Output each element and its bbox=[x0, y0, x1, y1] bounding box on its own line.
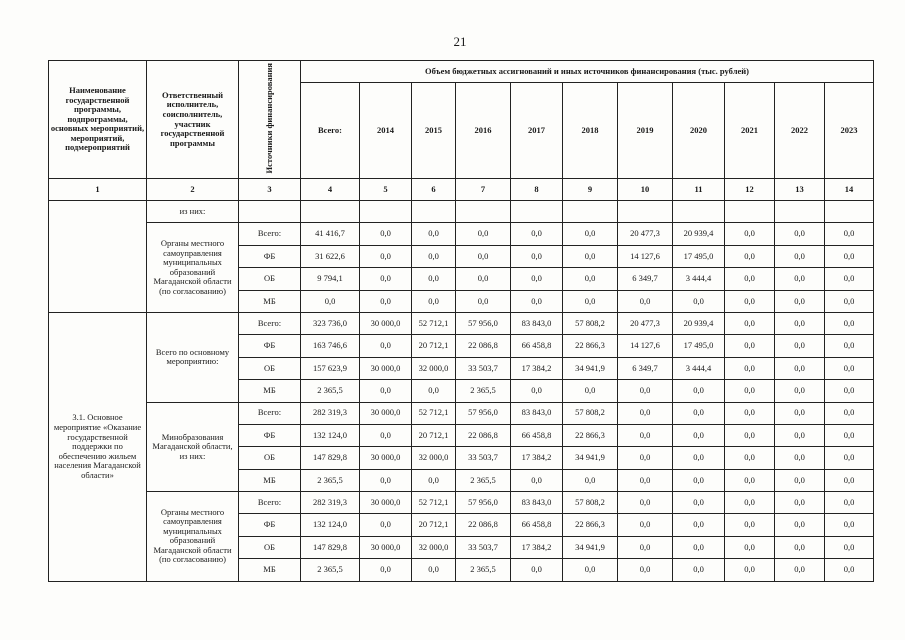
column-number: 2 bbox=[147, 179, 239, 201]
value-cell: 32 000,0 bbox=[412, 447, 456, 469]
value-cell: 0,0 bbox=[673, 559, 725, 581]
value-cell: 0,0 bbox=[360, 424, 412, 446]
value-cell: 0,0 bbox=[825, 492, 874, 514]
table-row bbox=[49, 492, 874, 514]
value-cell: 0,0 bbox=[775, 223, 825, 245]
empty-cell bbox=[775, 201, 825, 223]
value-cell: 0,0 bbox=[673, 380, 725, 402]
value-cell: 33 503,7 bbox=[456, 357, 511, 379]
value-cell: 0,0 bbox=[725, 268, 775, 290]
value-cell: 14 127,6 bbox=[618, 245, 673, 267]
value-cell: 0,0 bbox=[511, 245, 563, 267]
value-cell: 22 086,8 bbox=[456, 335, 511, 357]
value-cell: 0,0 bbox=[412, 245, 456, 267]
value-cell: 22 086,8 bbox=[456, 514, 511, 536]
value-cell: 0,0 bbox=[725, 312, 775, 334]
header-budget-group: Объем бюджетных ассигнований и иных источников финансирования (тыс. рублей) bbox=[301, 61, 874, 83]
value-cell: 34 941,9 bbox=[563, 357, 618, 379]
value-cell: 2 365,5 bbox=[301, 380, 360, 402]
value-cell: 0,0 bbox=[725, 335, 775, 357]
column-number: 13 bbox=[775, 179, 825, 201]
value-cell: 20 477,3 bbox=[618, 223, 673, 245]
value-cell: 0,0 bbox=[825, 559, 874, 581]
funding-source: Всего: bbox=[239, 223, 301, 245]
executor-name: Органы местного самоуправления муниципальных образований Магаданской области (по согласованию) bbox=[147, 492, 239, 582]
value-cell: 0,0 bbox=[825, 380, 874, 402]
value-cell: 52 712,1 bbox=[412, 492, 456, 514]
funding-source: МБ bbox=[239, 380, 301, 402]
value-cell: 0,0 bbox=[563, 268, 618, 290]
value-cell: 0,0 bbox=[456, 223, 511, 245]
value-cell: 0,0 bbox=[618, 424, 673, 446]
value-cell: 0,0 bbox=[673, 536, 725, 558]
value-cell: 32 000,0 bbox=[412, 536, 456, 558]
value-cell: 20 712,1 bbox=[412, 424, 456, 446]
funding-source: ФБ bbox=[239, 245, 301, 267]
value-cell: 57 808,2 bbox=[563, 402, 618, 424]
header-executor: Ответственный исполнитель, соисполнитель, участник государственной программы bbox=[147, 61, 239, 179]
value-cell: 17 384,2 bbox=[511, 447, 563, 469]
funding-source: Всего: bbox=[239, 402, 301, 424]
page-number: 21 bbox=[453, 34, 467, 49]
value-cell: 57 956,0 bbox=[456, 312, 511, 334]
value-cell: 6 349,7 bbox=[618, 268, 673, 290]
column-number: 10 bbox=[618, 179, 673, 201]
value-cell: 0,0 bbox=[825, 536, 874, 558]
funding-source: ФБ bbox=[239, 514, 301, 536]
value-cell: 33 503,7 bbox=[456, 536, 511, 558]
value-cell: 3 444,4 bbox=[673, 268, 725, 290]
value-cell: 0,0 bbox=[360, 335, 412, 357]
value-cell: 17 384,2 bbox=[511, 357, 563, 379]
value-cell: 0,0 bbox=[563, 245, 618, 267]
column-number: 9 bbox=[563, 179, 618, 201]
value-cell: 57 808,2 bbox=[563, 312, 618, 334]
value-cell: 323 736,0 bbox=[301, 312, 360, 334]
value-cell: 0,0 bbox=[775, 514, 825, 536]
value-cell: 0,0 bbox=[412, 223, 456, 245]
empty-cell bbox=[360, 201, 412, 223]
value-cell: 0,0 bbox=[673, 447, 725, 469]
value-cell: 0,0 bbox=[673, 492, 725, 514]
value-cell: 0,0 bbox=[725, 514, 775, 536]
funding-source: ОБ bbox=[239, 357, 301, 379]
executor-name: Всего по основному мероприятию: bbox=[147, 312, 239, 402]
value-cell: 0,0 bbox=[825, 357, 874, 379]
header-funding-source bbox=[239, 61, 301, 179]
value-cell: 57 956,0 bbox=[456, 402, 511, 424]
measure-name: 3.1. Основное мероприятие «Оказание государственной поддержки по обеспечению жильем населения Магаданской области» bbox=[49, 312, 147, 581]
value-cell: 147 829,8 bbox=[301, 536, 360, 558]
value-cell: 0,0 bbox=[825, 312, 874, 334]
value-cell: 0,0 bbox=[412, 290, 456, 312]
value-cell: 57 808,2 bbox=[563, 492, 618, 514]
column-number: 12 bbox=[725, 179, 775, 201]
value-cell: 30 000,0 bbox=[360, 492, 412, 514]
value-cell: 2 365,5 bbox=[301, 559, 360, 581]
value-cell: 0,0 bbox=[618, 492, 673, 514]
value-cell: 0,0 bbox=[618, 447, 673, 469]
value-cell: 52 712,1 bbox=[412, 312, 456, 334]
value-cell: 9 794,1 bbox=[301, 268, 360, 290]
value-cell: 66 458,8 bbox=[511, 335, 563, 357]
column-number: 1 bbox=[49, 179, 147, 201]
value-cell: 83 843,0 bbox=[511, 312, 563, 334]
value-cell: 163 746,6 bbox=[301, 335, 360, 357]
value-cell: 2 365,5 bbox=[456, 380, 511, 402]
value-cell: 0,0 bbox=[618, 514, 673, 536]
value-cell: 0,0 bbox=[775, 559, 825, 581]
value-cell: 20 939,4 bbox=[673, 223, 725, 245]
value-cell: 0,0 bbox=[618, 469, 673, 491]
value-cell: 157 623,9 bbox=[301, 357, 360, 379]
value-cell: 0,0 bbox=[301, 290, 360, 312]
header-year-3: 2016 bbox=[456, 83, 511, 179]
value-cell: 0,0 bbox=[456, 268, 511, 290]
value-cell: 0,0 bbox=[775, 268, 825, 290]
empty-cell bbox=[456, 201, 511, 223]
value-cell: 17 384,2 bbox=[511, 536, 563, 558]
value-cell: 0,0 bbox=[511, 223, 563, 245]
measure-name-empty bbox=[49, 201, 147, 313]
column-number: 3 bbox=[239, 179, 301, 201]
funding-source: ФБ bbox=[239, 335, 301, 357]
value-cell: 0,0 bbox=[775, 536, 825, 558]
value-cell: 0,0 bbox=[511, 469, 563, 491]
value-cell: 0,0 bbox=[775, 335, 825, 357]
value-cell: 0,0 bbox=[511, 559, 563, 581]
value-cell: 0,0 bbox=[725, 245, 775, 267]
value-cell: 0,0 bbox=[725, 559, 775, 581]
value-cell: 30 000,0 bbox=[360, 357, 412, 379]
value-cell: 32 000,0 bbox=[412, 357, 456, 379]
header-year-4: 2017 bbox=[511, 83, 563, 179]
value-cell: 0,0 bbox=[563, 469, 618, 491]
value-cell: 132 124,0 bbox=[301, 424, 360, 446]
value-cell: 0,0 bbox=[825, 335, 874, 357]
header-year-6: 2019 bbox=[618, 83, 673, 179]
funding-source: ОБ bbox=[239, 268, 301, 290]
value-cell: 34 941,9 bbox=[563, 447, 618, 469]
empty-cell bbox=[239, 201, 301, 223]
empty-cell bbox=[301, 201, 360, 223]
value-cell: 0,0 bbox=[360, 514, 412, 536]
value-cell: 0,0 bbox=[360, 290, 412, 312]
value-cell: 282 319,3 bbox=[301, 492, 360, 514]
column-number: 7 bbox=[456, 179, 511, 201]
value-cell: 0,0 bbox=[360, 469, 412, 491]
table-row bbox=[49, 402, 874, 424]
value-cell: 30 000,0 bbox=[360, 447, 412, 469]
value-cell: 0,0 bbox=[725, 402, 775, 424]
value-cell: 0,0 bbox=[360, 268, 412, 290]
value-cell: 0,0 bbox=[725, 223, 775, 245]
value-cell: 0,0 bbox=[673, 290, 725, 312]
value-cell: 0,0 bbox=[725, 380, 775, 402]
value-cell: 22 866,3 bbox=[563, 514, 618, 536]
value-cell: 0,0 bbox=[673, 402, 725, 424]
value-cell: 0,0 bbox=[673, 469, 725, 491]
value-cell: 132 124,0 bbox=[301, 514, 360, 536]
value-cell: 0,0 bbox=[725, 290, 775, 312]
table-row bbox=[49, 201, 874, 223]
value-cell: 0,0 bbox=[725, 469, 775, 491]
value-cell: 31 622,6 bbox=[301, 245, 360, 267]
value-cell: 41 416,7 bbox=[301, 223, 360, 245]
value-cell: 0,0 bbox=[511, 268, 563, 290]
empty-cell bbox=[673, 201, 725, 223]
value-cell: 34 941,9 bbox=[563, 536, 618, 558]
funding-source: ОБ bbox=[239, 536, 301, 558]
value-cell: 33 503,7 bbox=[456, 447, 511, 469]
value-cell: 0,0 bbox=[412, 268, 456, 290]
value-cell: 22 866,3 bbox=[563, 335, 618, 357]
value-cell: 0,0 bbox=[618, 290, 673, 312]
value-cell: 0,0 bbox=[412, 469, 456, 491]
value-cell: 17 495,0 bbox=[673, 335, 725, 357]
empty-cell bbox=[825, 201, 874, 223]
value-cell: 30 000,0 bbox=[360, 312, 412, 334]
value-cell: 2 365,5 bbox=[456, 559, 511, 581]
executor-name: Органы местного самоуправления муниципальных образований Магаданской области (по согласованию) bbox=[147, 223, 239, 313]
value-cell: 0,0 bbox=[360, 245, 412, 267]
empty-cell bbox=[511, 201, 563, 223]
value-cell: 30 000,0 bbox=[360, 402, 412, 424]
value-cell: 2 365,5 bbox=[301, 469, 360, 491]
funding-source: МБ bbox=[239, 290, 301, 312]
value-cell: 0,0 bbox=[725, 447, 775, 469]
header-year-8: 2021 bbox=[725, 83, 775, 179]
value-cell: 30 000,0 bbox=[360, 536, 412, 558]
value-cell: 20 712,1 bbox=[412, 514, 456, 536]
value-cell: 0,0 bbox=[563, 223, 618, 245]
header-year-9: 2022 bbox=[775, 83, 825, 179]
value-cell: 52 712,1 bbox=[412, 402, 456, 424]
value-cell: 22 086,8 bbox=[456, 424, 511, 446]
funding-source: ФБ bbox=[239, 424, 301, 446]
value-cell: 0,0 bbox=[825, 514, 874, 536]
value-cell: 0,0 bbox=[618, 559, 673, 581]
table-row bbox=[49, 312, 874, 334]
value-cell: 282 319,3 bbox=[301, 402, 360, 424]
value-cell: 0,0 bbox=[775, 312, 825, 334]
value-cell: 0,0 bbox=[563, 380, 618, 402]
value-cell: 0,0 bbox=[825, 223, 874, 245]
funding-source: Всего: bbox=[239, 492, 301, 514]
empty-cell bbox=[725, 201, 775, 223]
column-number: 5 bbox=[360, 179, 412, 201]
funding-source: Всего: bbox=[239, 312, 301, 334]
value-cell: 66 458,8 bbox=[511, 424, 563, 446]
value-cell: 0,0 bbox=[456, 245, 511, 267]
value-cell: 0,0 bbox=[563, 290, 618, 312]
value-cell: 0,0 bbox=[456, 290, 511, 312]
value-cell: 0,0 bbox=[825, 447, 874, 469]
value-cell: 0,0 bbox=[825, 424, 874, 446]
value-cell: 22 866,3 bbox=[563, 424, 618, 446]
funding-source: МБ bbox=[239, 469, 301, 491]
value-cell: 0,0 bbox=[775, 245, 825, 267]
value-cell: 0,0 bbox=[511, 380, 563, 402]
value-cell: 0,0 bbox=[360, 223, 412, 245]
value-cell: 20 477,3 bbox=[618, 312, 673, 334]
funding-source: ОБ bbox=[239, 447, 301, 469]
value-cell: 0,0 bbox=[775, 447, 825, 469]
header-year-1: 2014 bbox=[360, 83, 412, 179]
column-number: 11 bbox=[673, 179, 725, 201]
value-cell: 57 956,0 bbox=[456, 492, 511, 514]
value-cell: 0,0 bbox=[725, 357, 775, 379]
value-cell: 83 843,0 bbox=[511, 492, 563, 514]
value-cell: 0,0 bbox=[825, 290, 874, 312]
value-cell: 0,0 bbox=[825, 402, 874, 424]
value-cell: 0,0 bbox=[673, 424, 725, 446]
value-cell: 83 843,0 bbox=[511, 402, 563, 424]
header-program-name: Наименование государственной программы, подпрограммы, основных мероприятий, мероприятий, подмероприятий bbox=[49, 61, 147, 179]
value-cell: 0,0 bbox=[511, 290, 563, 312]
value-cell: 0,0 bbox=[673, 514, 725, 536]
value-cell: 0,0 bbox=[825, 469, 874, 491]
column-number: 14 bbox=[825, 179, 874, 201]
value-cell: 20 712,1 bbox=[412, 335, 456, 357]
empty-cell bbox=[563, 201, 618, 223]
header-year-5: 2018 bbox=[563, 83, 618, 179]
value-cell: 0,0 bbox=[725, 424, 775, 446]
value-cell: 0,0 bbox=[618, 536, 673, 558]
column-number: 6 bbox=[412, 179, 456, 201]
value-cell: 0,0 bbox=[775, 357, 825, 379]
header-funding-source-text: Источники финансирования bbox=[263, 63, 274, 174]
value-cell: 0,0 bbox=[563, 559, 618, 581]
value-cell: 66 458,8 bbox=[511, 514, 563, 536]
table-row bbox=[49, 223, 874, 245]
header-year-7: 2020 bbox=[673, 83, 725, 179]
value-cell: 0,0 bbox=[725, 536, 775, 558]
value-cell: 0,0 bbox=[825, 245, 874, 267]
value-cell: 17 495,0 bbox=[673, 245, 725, 267]
value-cell: 0,0 bbox=[725, 492, 775, 514]
value-cell: 0,0 bbox=[360, 559, 412, 581]
value-cell: 6 349,7 bbox=[618, 357, 673, 379]
value-cell: 0,0 bbox=[775, 424, 825, 446]
iz-nih-label: из них: bbox=[147, 201, 239, 223]
empty-cell bbox=[618, 201, 673, 223]
value-cell: 0,0 bbox=[618, 402, 673, 424]
value-cell: 0,0 bbox=[775, 469, 825, 491]
value-cell: 0,0 bbox=[775, 380, 825, 402]
value-cell: 0,0 bbox=[775, 402, 825, 424]
executor-name: Минобразования Магаданской области, из них: bbox=[147, 402, 239, 492]
empty-cell bbox=[412, 201, 456, 223]
budget-table bbox=[48, 60, 874, 582]
column-number: 4 bbox=[301, 179, 360, 201]
value-cell: 0,0 bbox=[825, 268, 874, 290]
value-cell: 0,0 bbox=[412, 559, 456, 581]
funding-source: МБ bbox=[239, 559, 301, 581]
header-year-0: Всего: bbox=[301, 83, 360, 179]
value-cell: 0,0 bbox=[360, 380, 412, 402]
value-cell: 0,0 bbox=[775, 290, 825, 312]
column-number: 8 bbox=[511, 179, 563, 201]
value-cell: 0,0 bbox=[775, 492, 825, 514]
header-year-2: 2015 bbox=[412, 83, 456, 179]
value-cell: 3 444,4 bbox=[673, 357, 725, 379]
value-cell: 20 939,4 bbox=[673, 312, 725, 334]
value-cell: 0,0 bbox=[618, 380, 673, 402]
value-cell: 2 365,5 bbox=[456, 469, 511, 491]
value-cell: 14 127,6 bbox=[618, 335, 673, 357]
header-year-10: 2023 bbox=[825, 83, 874, 179]
value-cell: 0,0 bbox=[412, 380, 456, 402]
value-cell: 147 829,8 bbox=[301, 447, 360, 469]
